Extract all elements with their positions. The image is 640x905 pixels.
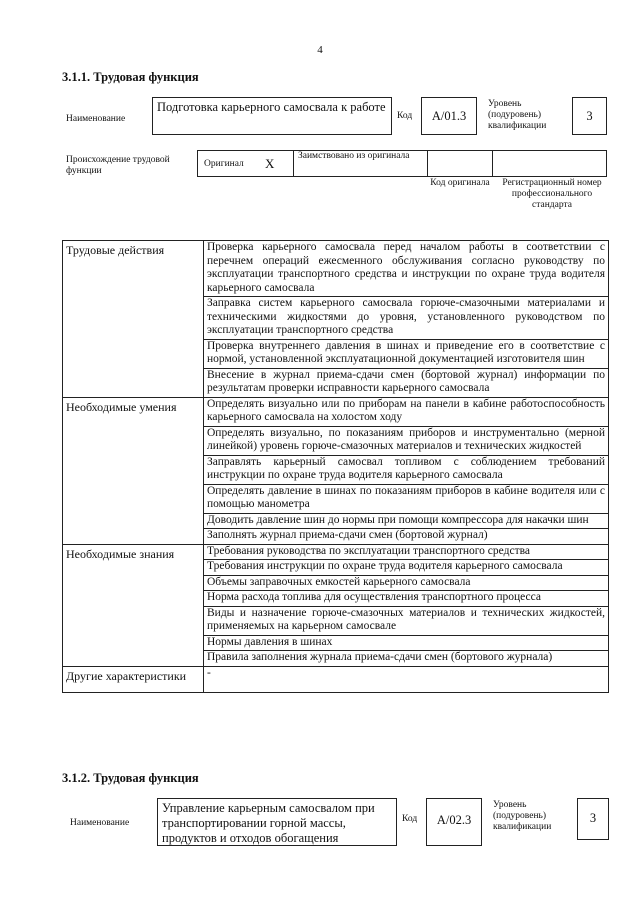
required-knowledge-item: Виды и назначение горюче-смазочных материалов и технических жидкостей, применяемых на карьерном самосвале: [204, 606, 609, 635]
section-title-312: 3.1.2. Трудовая функция: [62, 771, 199, 785]
level-value: 3: [589, 811, 597, 825]
required-knowledge-item: Объемы заправочных емкостей карьерного самосвала: [204, 575, 609, 591]
required-skills-item: Заполнять журнал приема-сдачи смен (бортовой журнал): [204, 529, 609, 545]
code-value: A/01.3: [431, 109, 467, 123]
labor-actions-item: Заправка систем карьерного самосвала горюче-смазочными материалами и техническими жидкостями до уровня, установленного руководством по эксплуатации транспортного средства: [204, 297, 609, 340]
code-label: Код: [397, 111, 413, 121]
origin-divider: [492, 150, 493, 177]
code-box: [421, 97, 477, 135]
required-skills-item: Заправлять карьерный самосвал топливом с соблюдением требований инструкции по охране труда водителя карьерного самосвала: [204, 455, 609, 484]
level-value: 3: [586, 109, 593, 123]
function-name: Управление карьерным самосвалом при транспортировании горной массы, продуктов и отходов обогащения: [162, 801, 375, 845]
required-skills-item: Определять давление в шинах по показаниям приборов в кабине водителя или с помощью манометра: [204, 484, 609, 513]
name-label: Наименование: [70, 818, 130, 828]
labor-actions-item: Проверка внутреннего давления в шинах и приведение его в соответствие с нормой, установленной эксплуатационной документацией изготовителя шин: [204, 339, 609, 368]
function-name: Подготовка карьерного самосвала к работе: [157, 100, 386, 114]
required-knowledge-item: Нормы давления в шинах: [204, 635, 609, 651]
required-skills-item: Доводить давление шин до нормы при помощи компрессора для накачки шин: [204, 513, 609, 529]
table-row: [63, 544, 609, 560]
required-knowledge-item: Норма расхода топлива для осуществления транспортного процесса: [204, 591, 609, 607]
required-skills-label: Необходимые умения: [63, 397, 204, 544]
page-number: 4: [317, 44, 323, 56]
code-box: [426, 798, 482, 846]
labor-actions-item: Проверка карьерного самосвала перед началом работы в соответствии с перечнем операций ежесменного обслуживания согласно руководству по эксплуатации транспортного средства и инструкции по охране труда водителя карьерного самосвала: [204, 241, 609, 297]
name-box: [157, 798, 397, 846]
required-knowledge-label: Необходимые знания: [63, 544, 204, 666]
table-row: [63, 241, 609, 297]
function-details-table: [62, 240, 609, 693]
code-value: A/02.3: [436, 813, 472, 827]
borrowed-label: Заимствовано из оригинала: [298, 151, 410, 161]
other-characteristics-value: -: [204, 666, 609, 692]
level-label: Уровень (подуровень) квалификации: [493, 800, 552, 832]
level-label: Уровень (подуровень) квалификации: [488, 99, 547, 131]
level-box: [577, 798, 609, 840]
table-row: [63, 666, 609, 692]
required-knowledge-item: Требования инструкции по охране труда водителя карьерного самосвала: [204, 560, 609, 576]
origin-divider: [427, 150, 428, 177]
level-box: [572, 97, 607, 135]
reg-number-label: Регистрационный номер профессионального стандарта: [502, 178, 602, 210]
other-characteristics-label: Другие характеристики: [63, 666, 204, 692]
name-label: Наименование: [66, 114, 126, 124]
required-knowledge-item: Правила заполнения журнала приема-сдачи смен (бортового журнала): [204, 651, 609, 667]
required-skills-item: Определять визуально или по приборам на панели в кабине работоспособность карьерного самосвала на холостом ходу: [204, 397, 609, 426]
origin-label: Происхождение трудовой функции: [66, 155, 170, 176]
code-label: Код: [402, 814, 418, 824]
original-mark: X: [265, 156, 275, 171]
name-box: [152, 97, 392, 135]
table-row: [63, 397, 609, 426]
required-knowledge-item: Требования руководства по эксплуатации транспортного средства: [204, 544, 609, 560]
original-label: Оригинал: [204, 159, 244, 169]
labor-actions-item: Внесение в журнал приема-сдачи смен (бортовой журнал) информации по результатам проверки исправности карьерного самосвала: [204, 368, 609, 397]
origin-divider: [293, 150, 294, 177]
section-title-311: 3.1.1. Трудовая функция: [62, 70, 199, 84]
required-skills-item: Определять визуально, по показаниям приборов и инструментально (мерной линейкой) уровень горюче-смазочных материалов и технических жидкостей: [204, 426, 609, 455]
code-original-label: Код оригинала: [430, 178, 490, 188]
labor-actions-label: Трудовые действия: [63, 241, 204, 398]
